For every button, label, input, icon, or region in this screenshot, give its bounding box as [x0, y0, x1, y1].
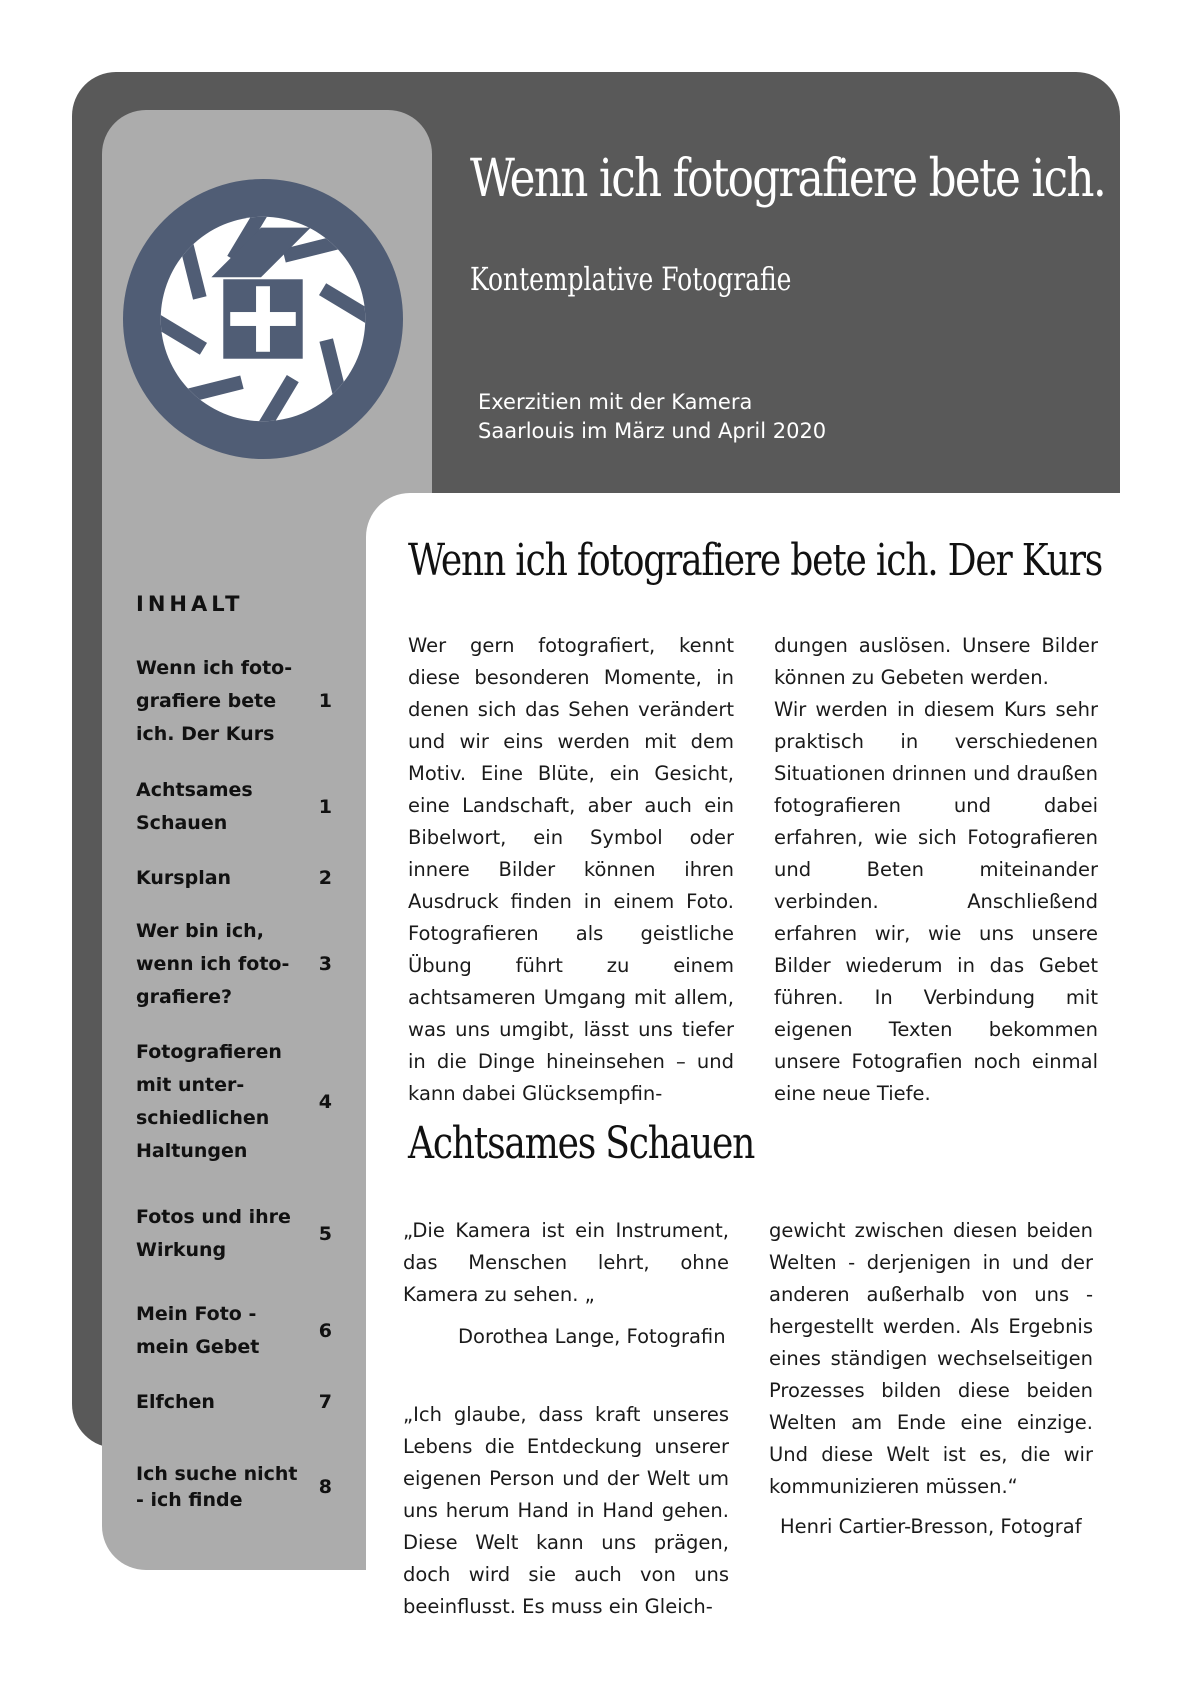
quote-bresson-column-2	[769, 1215, 1093, 1503]
toc-item-label: Elfchen	[136, 1391, 215, 1413]
toc-item-page: 2	[318, 867, 332, 889]
toc-heading: INHALT	[136, 592, 244, 616]
toc-item-page: 3	[318, 953, 332, 975]
section-heading-achtsames-schauen: Achtsames Schauen	[408, 1118, 755, 1169]
toc-item-label: Kursplan	[136, 867, 232, 889]
kurs-paragraph: Wer gern fotografiert, kennt diese besonderen Momente, in denen sich das Sehen verändert und wir eins werden mit dem Motiv. Eine Blüte, ein Gesicht, eine Landschaft, aber auch ein Bibelwort, ein Symbol oder innere Bilder können ihren Ausdruck finden in einem Foto. Fotografieren als geistliche Übung führt zu einem achtsameren Umgang mit allem, was uns umgibt, lässt uns tiefer in die Dinge hineinsehen – und kann dabei Glücksempfin-	[408, 634, 734, 1105]
toc-item[interactable]	[136, 1201, 332, 1267]
quote-author: Henri Cartier-Bresson, Fotograf	[780, 1515, 1082, 1538]
toc-item[interactable]	[136, 1386, 332, 1419]
toc-item-label: Mein Foto - mein Gebet	[136, 1303, 260, 1358]
toc-item-label: Wer bin ich, wenn ich foto-grafiere?	[136, 920, 290, 1008]
page-title: Wenn ich fotografiere bete ich.	[470, 149, 1106, 209]
toc-item-label: Achtsames Schauen	[136, 779, 253, 834]
toc-item-page: 4	[318, 1090, 332, 1113]
quote-text: „Die Kamera ist ein Instrument, das Menschen lehrt, ohne Kamera zu sehen. „	[403, 1219, 729, 1306]
kurs-text-column-1	[408, 630, 734, 1110]
toc-item-label: Fotos und ihre Wirkung	[136, 1206, 291, 1261]
toc-item[interactable]	[136, 1461, 332, 1513]
toc-item[interactable]	[136, 915, 332, 1014]
kurs-paragraph: dungen auslösen. Unsere Bilder können zu Gebeten werden.	[774, 634, 1098, 689]
page-subtitle: Kontemplative Fotografie	[470, 260, 792, 298]
toc-item-page: 8	[318, 1476, 332, 1498]
toc-item-page: 7	[318, 1391, 332, 1413]
kurs-text-column-2	[774, 630, 1098, 1110]
kurs-paragraph: Wir werden in diesem Kurs sehr praktisch in verschiedenen Situationen drinnen und draußen fotografieren und dabei erfahren, wie sich Fotografieren und Beten miteinander verbinden. Anschließend erfahren wir, wie uns unsere Bilder wiederum in das Gebet führen. In Verbindung mit eigenen Texten bekommen unsere Fotografien noch einmal eine neue Tiefe.	[774, 698, 1098, 1105]
quote-bresson-column-1	[403, 1399, 729, 1623]
event-place-date: Saarlouis im März und April 2020	[478, 419, 827, 443]
quote-text: „Ich glaube, dass kraft unseres Lebens die Entdeckung unserer eigenen Person und der Welt um uns herum Hand in Hand gehen. Diese Welt kann uns prägen, doch wird sie auch von uns beeinflusst. Es muss ein Gleich-	[403, 1403, 729, 1618]
aperture-cross-icon	[122, 178, 404, 460]
toc-item[interactable]	[136, 774, 332, 840]
toc-item-label: Fotografieren mit unter-schiedlichen Haltungen	[136, 1041, 282, 1162]
toc-item[interactable]	[136, 1036, 332, 1168]
toc-item-label: Ich suche nicht - ich finde	[136, 1463, 298, 1511]
toc-item-page: 1	[318, 690, 332, 712]
toc-item[interactable]	[136, 862, 332, 895]
quote-lange	[403, 1215, 729, 1311]
quote-author: Dorothea Lange, Fotografin	[458, 1325, 726, 1348]
section-heading-kurs: Wenn ich fotografiere bete ich. Der Kurs	[408, 535, 1103, 586]
event-info	[478, 388, 826, 446]
event-title: Exerzitien mit der Kamera	[478, 390, 753, 414]
toc-item[interactable]	[136, 1298, 332, 1364]
toc-item-label: Wenn ich foto-grafiere bete ich. Der Kurs	[136, 657, 293, 745]
toc-item-page: 5	[318, 1222, 332, 1245]
quote-text: gewicht zwischen diesen beiden Welten - derjenigen in und der anderen außerhalb von uns - hergestellt werden. Als Ergebnis eines ständigen wechselseitigen Prozesses bilden diese beiden Welten am Ende eine einzige. Und diese Welt ist es, die wir kommunizieren müssen.“	[769, 1219, 1093, 1498]
toc-item-page: 1	[318, 795, 332, 818]
toc-item[interactable]	[136, 652, 332, 751]
toc-item-page: 6	[318, 1319, 332, 1342]
